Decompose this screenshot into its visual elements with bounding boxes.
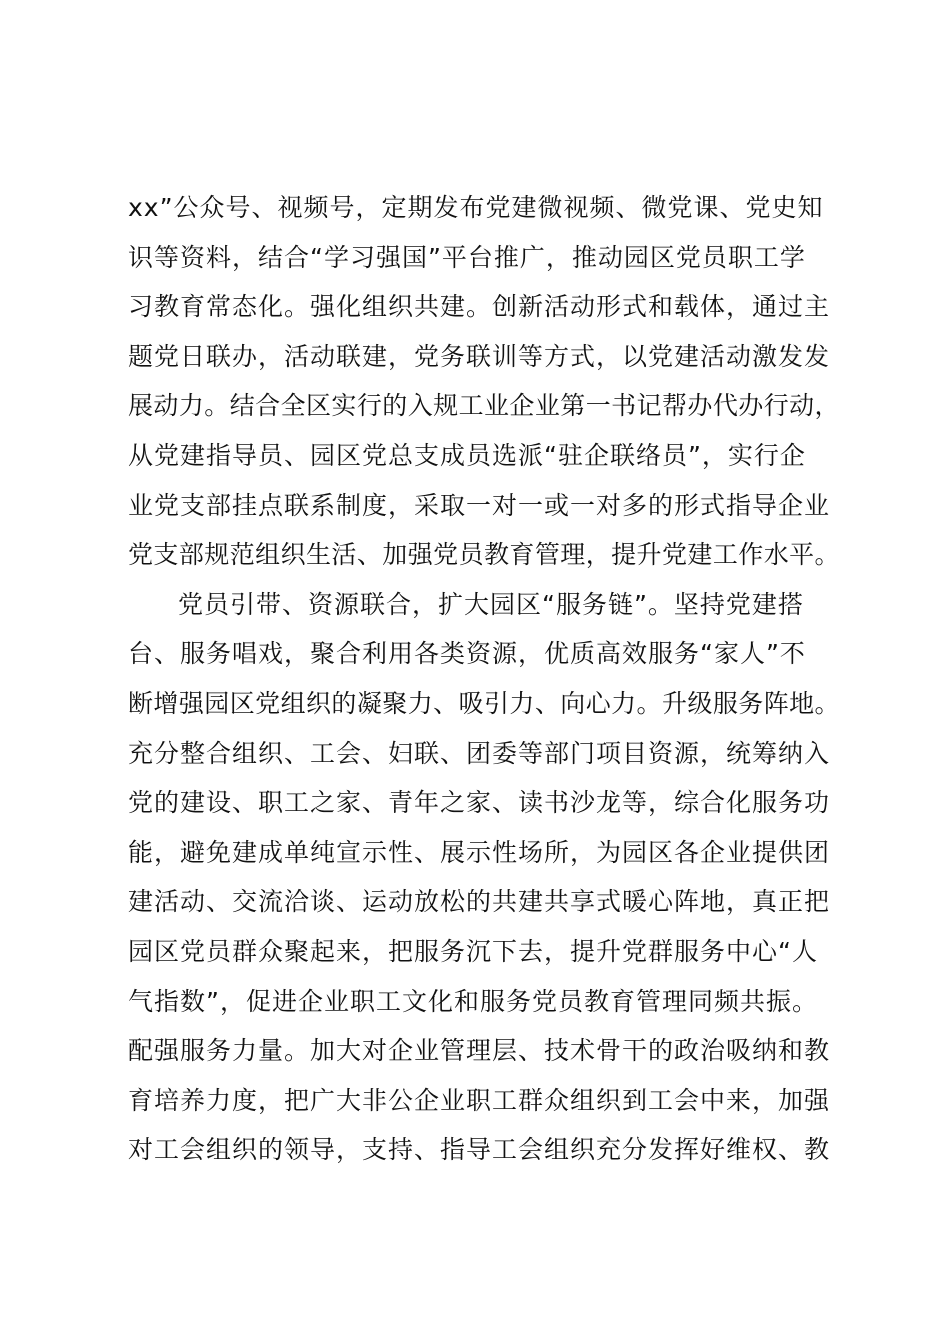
paragraph-line: 从党建指导员、园区党总支成员选派“驻企联络员”，实行企 xyxy=(128,440,806,470)
paragraph-line: 断增强园区党组织的凝聚力、吸引力、向心力。升级服务阵地。 xyxy=(128,688,840,718)
paragraph-line: 台、服务唱戏，聚合利用各类资源，优质高效服务“家人”不 xyxy=(128,639,806,669)
paragraph-line: 对工会组织的领导，支持、指导工会组织充分发挥好维权、教 xyxy=(128,1135,831,1165)
paragraph-line: 党的建设、职工之家、青年之家、读书沙龙等，综合化服务功 xyxy=(128,788,831,818)
paragraph-line: xx”公众号、视频号，定期发布党建微视频、微党课、党史知 xyxy=(128,193,824,222)
paragraph-line: 配强服务力量。加大对企业管理层、技术骨干的政治吸纳和教 xyxy=(128,1036,831,1066)
paragraph-line: 党支部规范组织生活、加强党员教育管理，提升党建工作水平。 xyxy=(128,540,840,570)
paragraph-line: 建活动、交流洽谈、运动放松的共建共享式暖心阵地，真正把 xyxy=(128,887,831,917)
paragraph-2 xyxy=(128,580,838,1175)
paragraph-line: 充分整合组织、工会、妇联、团委等部门项目资源，统筹纳入 xyxy=(128,738,831,768)
paragraph-line: 题党日联办，活动联建，党务联训等方式，以党建活动激发发 xyxy=(128,341,831,371)
paragraph-line: 育培养力度，把广大非公企业职工群众组织到工会中来，加强 xyxy=(128,1085,831,1115)
paragraph-line: 党员引带、资源联合，扩大园区“服务链”。坚持党建搭 xyxy=(178,589,804,619)
paragraph-line: 气指数”，促进企业职工文化和服务党员教育管理同频共振。 xyxy=(128,986,818,1016)
paragraph-1 xyxy=(128,183,838,580)
document-body xyxy=(128,183,838,1175)
paragraph-line: 识等资料，结合“学习强国”平台推广，推动园区党员职工学 xyxy=(128,242,806,272)
paragraph-line: 展动力。结合全区实行的入规工业企业第一书记帮办代办行动， xyxy=(128,391,840,421)
paragraph-line: 习教育常态化。强化组织共建。创新活动形式和载体，通过主 xyxy=(128,292,831,322)
paragraph-line: 园区党员群众聚起来，把服务沉下去，提升党群服务中心“人 xyxy=(128,936,818,966)
paragraph-line: 能，避免建成单纯宣示性、展示性场所，为园区各企业提供团 xyxy=(128,837,831,867)
paragraph-line: 业党支部挂点联系制度，采取一对一或一对多的形式指导企业 xyxy=(128,490,831,520)
